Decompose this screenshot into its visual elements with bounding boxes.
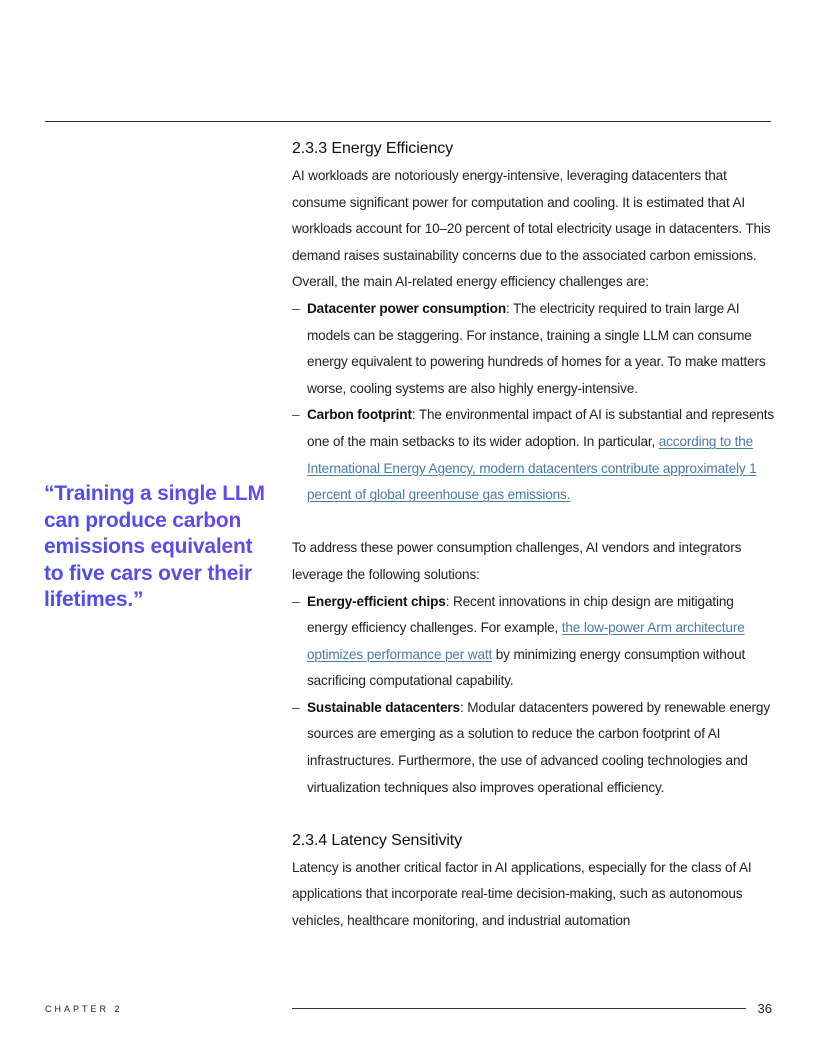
list-item-term: Energy-efficient chips <box>307 593 446 609</box>
energy-intro-paragraph: AI workloads are notoriously energy-intensive, leveraging datacenters that consume significant power for computation and cooling. It is estimated that AI workloads account for 10–20 percent of total electricity usage in datacenters. This demand raises sustainability concerns due to the associated carbon emissions. Overall, the main AI-related energy efficiency challenges are: <box>292 168 771 290</box>
list-item-text: : The environmental impact of AI is substantial and represents one of the main setbacks to its wider adoption. In particular, <box>307 407 775 449</box>
list-item <box>292 695 776 801</box>
challenges-list <box>292 296 776 509</box>
latency-intro-paragraph: Latency is another critical factor in AI applications, especially for the class of AI applications that incorporate real-time decision-making, such as autonomous vehicles, healthcare monitoring, and industrial automation <box>292 859 752 929</box>
chapter-label: CHAPTER 2 <box>45 1004 123 1014</box>
list-item-term: Datacenter power consumption <box>307 300 506 316</box>
list-dash: – <box>292 699 300 715</box>
page-number: 36 <box>757 1001 772 1016</box>
list-item-term: Carbon footprint <box>307 407 412 423</box>
list-item <box>292 589 776 695</box>
section-heading-latency-sensitivity: 2.3.4 Latency Sensitivity <box>292 831 463 849</box>
header-divider <box>45 121 771 122</box>
arm-architecture-link[interactable]: the low-power Arm architecture optimizes performance per watt <box>307 620 745 662</box>
spacer <box>292 801 776 828</box>
list-item <box>292 296 776 402</box>
solutions-list <box>292 589 776 802</box>
spacer <box>292 509 776 536</box>
main-column <box>292 137 776 935</box>
pull-quote: “Training a single LLM can produce carbon emissions equivalent to five cars over their lifetimes.” <box>44 481 274 614</box>
list-item-term: Sustainable datacenters <box>307 699 460 715</box>
list-item-text: : Modular datacenters powered by renewable energy sources are emerging as a solution to reduce the carbon footprint of AI infrastructures. Furthermore, the use of advanced cooling technologies and virtualization techniques also improves operational efficiency. <box>307 699 770 795</box>
footer-divider <box>292 1008 746 1009</box>
list-item-text: : The electricity required to train large AI models can be staggering. For instance, training a single LLM can consume energy equivalent to powering hundreds of homes for a year. To make matters worse, cooling systems are also highly energy-intensive. <box>307 300 766 396</box>
list-dash: – <box>292 300 300 316</box>
list-dash: – <box>292 407 300 423</box>
section-heading-energy-efficiency: 2.3.3 Energy Efficiency <box>292 140 454 157</box>
list-item-text: : Recent innovations in chip design are mitigating energy efficiency challenges. For example, <box>307 593 734 636</box>
solutions-intro-paragraph: To address these power consumption challenges, AI vendors and integrators leverage the following solutions: <box>292 540 742 582</box>
list-dash: – <box>292 593 300 609</box>
list-item-text: by minimizing energy consumption without sacrificing computational capability. <box>307 646 746 689</box>
iea-emissions-link[interactable]: according to the International Energy Agency, modern datacenters contribute approximately 1 percent of global greenhouse gas emissions. <box>307 433 757 503</box>
list-item <box>292 402 776 508</box>
